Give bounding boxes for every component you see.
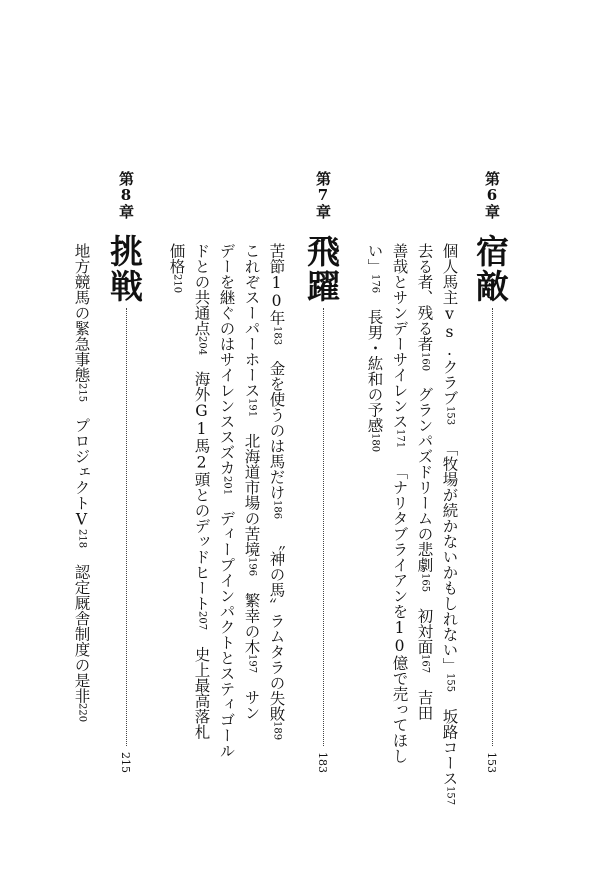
chapter-6-page: 153 xyxy=(485,752,498,773)
toc-entry-page: 196 xyxy=(246,557,258,577)
toc-entry-page: 218 xyxy=(76,528,88,548)
toc-entry-title[interactable]: ドとの共通点 xyxy=(192,243,211,336)
chapter-6-column-4 xyxy=(366,243,382,452)
toc-entry-page: 160 xyxy=(419,351,431,371)
toc-entry-title[interactable]: 「牧場が続かないかもしれない」 xyxy=(440,440,459,674)
toc-entry-title[interactable]: 坂路コース xyxy=(440,708,459,786)
toc-entry-title[interactable]: 吉田 xyxy=(415,689,434,721)
chapter-6-column-2 xyxy=(416,243,432,720)
toc-entry-title[interactable]: 苦節10年 xyxy=(267,243,286,326)
toc-entry-page: 155 xyxy=(444,673,456,693)
toc-entry-page: 191 xyxy=(246,398,258,418)
toc-entry-title[interactable]: 認定厩舎制度の是非 xyxy=(72,563,91,704)
toc-entry-title[interactable]: 北海道市場の苦境 xyxy=(242,433,261,558)
toc-entry-title[interactable]: グランパズドリームの悲劇 xyxy=(415,386,434,573)
toc-entry-page: 186 xyxy=(271,500,283,520)
toc-entry-title[interactable]: 「ナリタブライアンを10億で売ってほし xyxy=(390,464,409,764)
toc-entry-title[interactable]: プロジェクトV xyxy=(72,417,91,529)
chapter-7-column-2 xyxy=(243,243,259,720)
toc-entry-page: 171 xyxy=(394,429,406,449)
toc-entry-title[interactable]: 初対面 xyxy=(415,607,434,655)
toc-entry-page: 153 xyxy=(444,405,456,425)
toc-entry-page: 197 xyxy=(246,654,258,674)
toc-entry-title[interactable]: 善哉とサンデーサイレンス xyxy=(390,243,409,429)
chapter-8-page: 215 xyxy=(119,752,132,773)
toc-entry-title[interactable]: これぞスーパーホース xyxy=(242,243,261,398)
toc-entry-title[interactable]: 価格 xyxy=(167,243,186,274)
toc-entry-page: 215 xyxy=(76,382,88,402)
chapter-7-column-3 xyxy=(218,243,234,759)
chapter-8-title: 挑戦 xyxy=(105,234,144,304)
chapter-7-column-5 xyxy=(168,243,184,293)
chapter-6-column-3 xyxy=(391,243,407,764)
toc-entry-title[interactable]: 去る者、残る者 xyxy=(415,243,434,352)
toc-entry-page: 180 xyxy=(369,433,381,453)
toc-entry-page: 220 xyxy=(76,703,88,723)
chapter-8-label: 第8章 xyxy=(117,171,135,219)
toc-entry-page: 210 xyxy=(171,274,183,294)
toc-entry-title[interactable]: 地方競馬の緊急事態 xyxy=(72,243,91,383)
chapter-6-column-1 xyxy=(441,243,457,805)
chapter-7-label: 第7章 xyxy=(314,171,332,219)
chapter-8-column-1 xyxy=(73,243,89,722)
toc-entry-title[interactable]: ディープインパクトとスティゴール xyxy=(217,510,236,759)
chapter-7-leader-dots xyxy=(323,308,324,746)
chapter-6-title: 宿敵 xyxy=(471,234,510,304)
toc-entry-title[interactable]: 長男・紘和の予感 xyxy=(365,309,384,434)
toc-entry-page: 157 xyxy=(444,785,456,805)
toc-entry-title[interactable]: 繁幸の木 xyxy=(242,592,261,655)
toc-entry-title[interactable]: 海外G1馬2頭とのデッドヒート xyxy=(192,371,211,612)
toc-entry-page: 165 xyxy=(419,572,431,592)
chapter-7-column-1 xyxy=(268,243,284,740)
toc-entry-page: 176 xyxy=(369,274,381,294)
toc-entry-page: 207 xyxy=(196,611,208,631)
chapter-6-label: 第6章 xyxy=(483,171,501,219)
toc-entry-page: 189 xyxy=(271,721,283,741)
toc-entry-page: 167 xyxy=(419,654,431,674)
chapter-7-column-4 xyxy=(193,243,209,739)
toc-entry-title[interactable]: 〝神の馬〟ラムタラの失敗 xyxy=(267,535,286,722)
toc-entry-page: 201 xyxy=(221,475,233,495)
chapter-7-title: 飛躍 xyxy=(302,234,341,304)
chapter-6-leader-dots xyxy=(492,308,493,746)
toc-entry-page: 204 xyxy=(196,336,208,356)
toc-entry-title[interactable]: サン xyxy=(242,689,261,721)
toc-entry-title[interactable]: 個人馬主vs.クラブ xyxy=(440,243,459,406)
chapter-8-leader-dots xyxy=(126,308,127,746)
toc-entry-page: 183 xyxy=(271,325,283,345)
toc-entry-title[interactable]: デーを継ぐのはサイレンススズカ xyxy=(217,243,236,476)
toc-entry-title[interactable]: 史上最高落札 xyxy=(192,646,211,740)
toc-entry-title[interactable]: い」 xyxy=(365,243,384,274)
toc-entry-title[interactable]: 金を使うのは馬だけ xyxy=(267,360,286,501)
chapter-7-page: 183 xyxy=(316,752,329,773)
